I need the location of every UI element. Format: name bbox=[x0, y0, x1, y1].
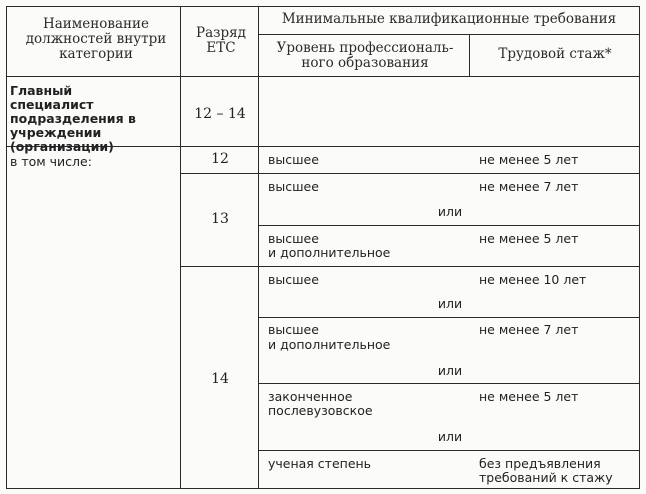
education-text: высшее bbox=[268, 179, 319, 194]
experience-text: не менее 10 лет bbox=[479, 272, 587, 287]
or-separator: или bbox=[437, 204, 463, 219]
or-separator: или bbox=[437, 429, 463, 444]
req-line-2 bbox=[258, 317, 640, 318]
table-top-border bbox=[6, 6, 640, 7]
education-text: высшее bbox=[268, 152, 319, 167]
or-separator: или bbox=[437, 363, 463, 378]
table-bottom-border bbox=[6, 488, 640, 489]
experience-text: не менее 5 лет bbox=[479, 231, 579, 246]
experience-text: не менее 7 лет bbox=[479, 322, 579, 337]
education-text: и дополнительное bbox=[268, 245, 391, 260]
header-ets-grade: Разряд ЕТС bbox=[196, 25, 246, 56]
column-divider-3 bbox=[469, 34, 470, 76]
education-text: ученая степень bbox=[268, 456, 372, 471]
header-experience: Трудовой стаж* bbox=[498, 46, 612, 62]
grade-13: 13 bbox=[211, 211, 229, 227]
or-separator: или bbox=[437, 296, 463, 311]
main-row-position: Главный специалист подразделения в учреждении (организации) bbox=[10, 83, 136, 154]
experience-text: требований к стажу bbox=[479, 470, 613, 485]
experience-text: не менее 5 лет bbox=[479, 152, 579, 167]
req-line-3 bbox=[258, 383, 640, 384]
header-position-name: Наименование должностей внутри категории bbox=[25, 16, 167, 62]
experience-text: не менее 5 лет bbox=[479, 389, 579, 404]
grade-12-bottom-line bbox=[180, 173, 640, 174]
header-education-level: Уровень профессиональ-ного образования bbox=[276, 40, 454, 71]
column-divider-2 bbox=[258, 6, 259, 489]
column-divider-1 bbox=[180, 6, 181, 489]
header-bottom-line bbox=[6, 76, 640, 77]
experience-text: не менее 7 лет bbox=[479, 179, 579, 194]
including-label: в том числе: bbox=[10, 154, 92, 169]
req-line-4 bbox=[258, 450, 640, 451]
req-line-1 bbox=[258, 225, 640, 226]
main-row-grade-range: 12 – 14 bbox=[194, 106, 246, 122]
education-text: высшее bbox=[268, 322, 319, 337]
header-subrow-line bbox=[258, 34, 640, 35]
education-text: высшее bbox=[268, 272, 319, 287]
experience-text: без предъявления bbox=[479, 456, 601, 471]
grade-14: 14 bbox=[211, 371, 229, 387]
table-left-border bbox=[6, 6, 7, 489]
table-right-border bbox=[639, 6, 640, 489]
education-text: послевузовское bbox=[268, 403, 373, 418]
grade-12: 12 bbox=[211, 151, 229, 167]
grade-13-bottom-line bbox=[180, 266, 640, 267]
education-text: высшее bbox=[268, 231, 319, 246]
header-min-requirements: Минимальные квалификационные требования bbox=[281, 11, 617, 27]
education-text: и дополнительное bbox=[268, 337, 391, 352]
education-text: законченное bbox=[268, 389, 353, 404]
